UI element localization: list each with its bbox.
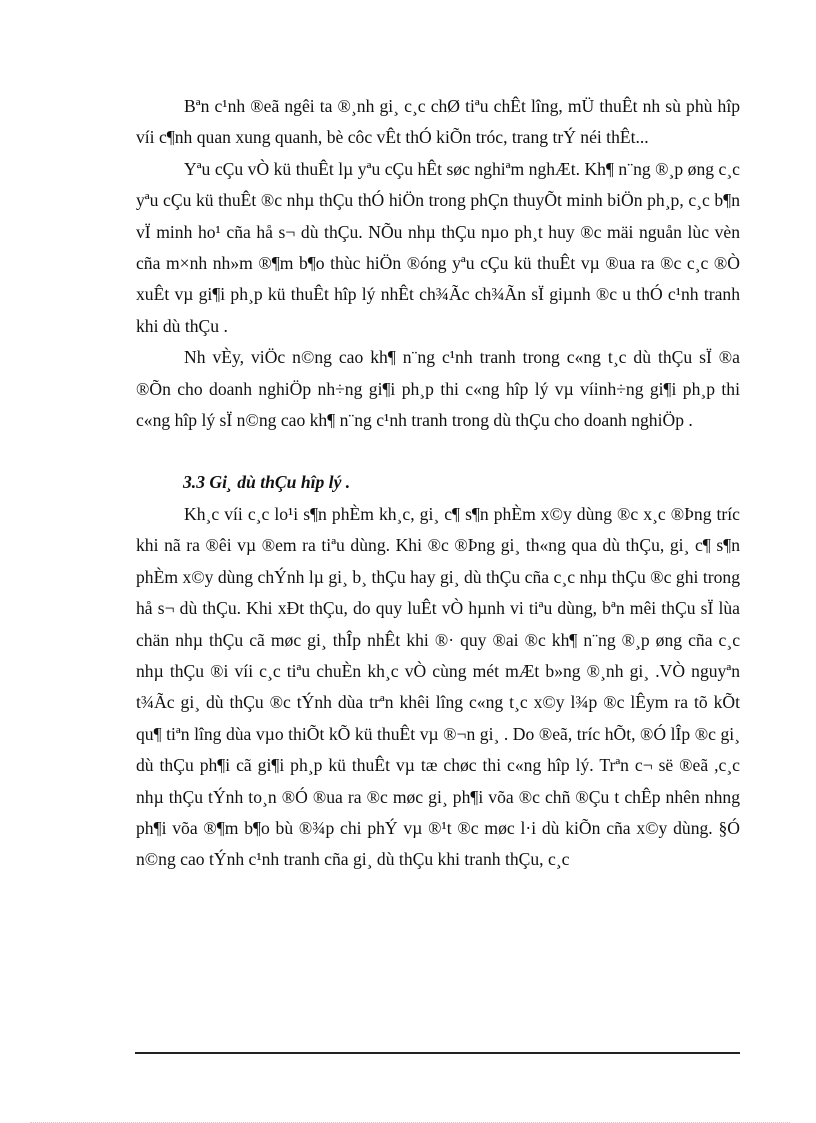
footer-rule — [135, 1052, 740, 1054]
paragraph-bid-price: Kh¸c víi c¸c lo¹i s¶n phÈm kh¸c, gi¸ c¶ s¶n phÈm x©y dùng ®c x¸c ®Þng tríc khi nã ra ®êi vµ ®em ra tiªu dùng. Khi ®c ®Þng gi¸ th«ng qua dù thÇu, gi¸ c¶ s¶n phÈm x©y dùng chÝnh lµ gi¸ b¸ thÇu hay gi¸ dù thÇu cña c¸c nhµ thÇu ®c ghi trong hå s¬ dù thÇu. Khi xÐt thÇu, do quy luÊt vÒ hµnh vi tiªu dùng, bªn mêi thÇu sÏ lùa chän nhµ thÇu cã møc gi¸ thÎp nhÊt khi ®· quy ®ai ®c kh¶ n¨ng ®¸p øng cña c¸c nhµ thÇu ®i víi c¸c tiªu chuÈn kh¸c vÒ cùng mét mÆt b»ng ®¸nh gi¸ .VÒ nguyªn t¾Ãc gi¸ dù thÇu ®c tÝnh dùa trªn khêi lîng c«ng t¸c x©y l¾p ®c lÊym ra tõ kÕt qu¶ tiªn lîng dùa vµo thiÕt kÕ kü thuÊt vµ ®¬n gi¸ . Do ®eã, tríc hÕt, ®Ó lÎp ®c gi¸ dù thÇu ph¶i cã gi¶i ph¸p kü thuÊt vµ tæ chøc thi c«ng hîp lý. Trªn c¬ së ®eã ,c¸c nhµ thÇu tÝnh to¸n ®Ó ®ua ra ®c møc gi¸ ph¶i võa ®c chñ ®Çu t chÊp nhên nhng ph¶i võa ®¶m b¶o bù ®¾p chi phÝ vµ ®¹t ®c møc l·i dù kiÕn cña x©y dùng. §Ó n©ng cao tÝnh c¹nh tranh cña gi¸ dù thÇu khi tranh thÇu, c¸c — [136, 503, 740, 870]
section-spacer — [136, 436, 740, 467]
paragraph-conclusion: Nh vÈy, viÖc n©ng cao kh¶ n¨ng c¹nh tranh trong c«ng t¸c dù thÇu sÏ ®a ®Õn cho doanh nghiÖp nh÷ng gi¶i ph¸p thi c«ng hîp lý vµ víinh÷ng gi¶i ph¸p thi c«ng hîp lý sÏ n©ng cao kh¶ n¨ng c¹nh tranh trong dù thÇu cho doanh nghiÖp . — [136, 347, 740, 431]
paragraph-technical-requirements: Yªu cÇu vÒ kü thuÊt lµ yªu cÇu hÊt søc nghiªm nghÆt. Kh¶ n¨ng ®¸p øng c¸c yªu cÇu kü thuÊt ®c nhµ thÇu thÓ hiÖn trong phÇn thuyÕt minh biÖn ph¸p, c¸c b¶n vÏ minh ho¹ cña hå s¬ dù thÇu. NÕu nhµ thÇu nµo ph¸t huy ®c mäi nguån lùc vèn cña m×nh nh»m ®¶m b¶o thùc hiÖn ®óng yªu cÇu kü thuÊt vµ ®ua ra ®c c¸c ®Ò xuÊt vµ gi¶i ph¸p kü thuÊt hîp lý nhÊt ch¾Ãc ch¾Ãn sÏ giµnh ®c u thÓ c¹nh tranh khi dù thÇu . — [136, 158, 740, 336]
body-text — [136, 91, 740, 876]
paragraph-aesthetics: Bªn c¹nh ®eã ngêi ta ®¸nh gi¸ c¸c chØ tiªu chÊt lîng, mÜ thuÊt nh sù phù hîp víi c¶nh quan xung quanh, bè côc vÊt thÓ kiÕn tróc, trang trÝ néi thÊt... — [136, 96, 740, 148]
section-heading: 3.3 Gi¸ dù thÇu hîp lý . — [183, 472, 351, 493]
